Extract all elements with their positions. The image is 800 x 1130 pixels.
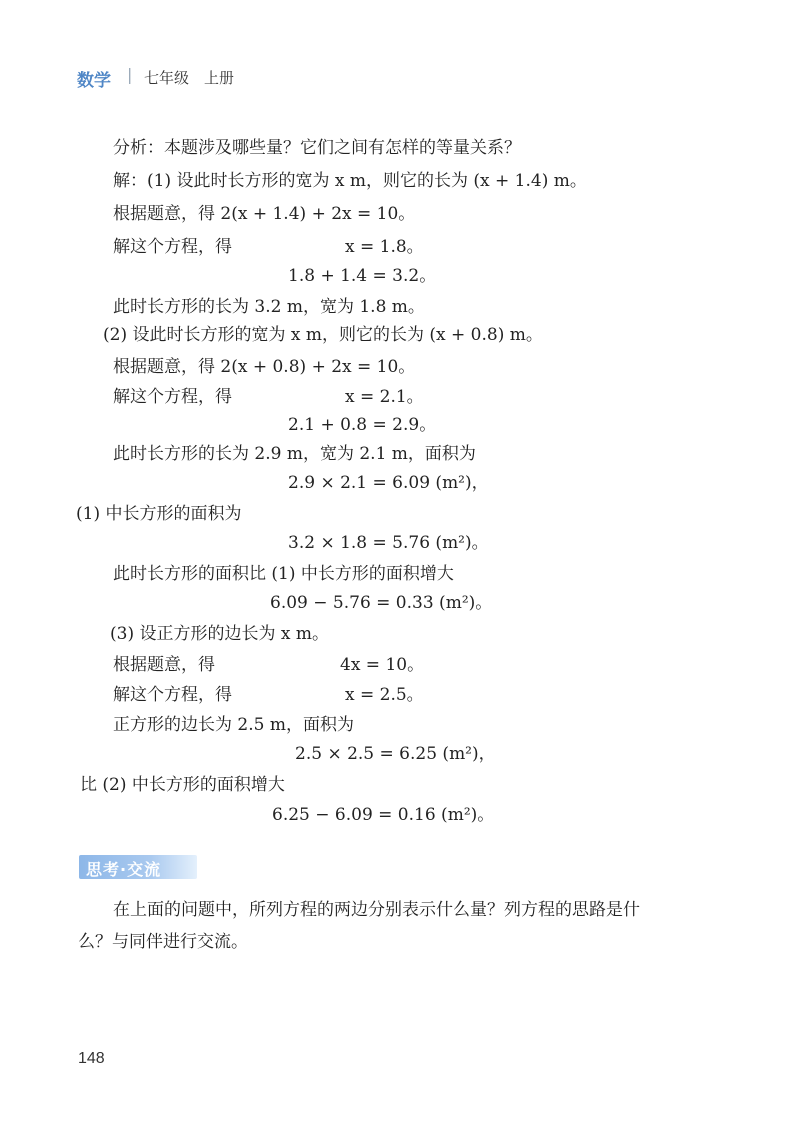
equation-line: 3.2 × 1.8 = 5.76 (m²)。 — [288, 533, 489, 553]
header-grade: 七年级 上册 — [144, 69, 235, 87]
solution-line: (3) 设正方形的边长为 x m。 — [110, 624, 329, 644]
solution-line: 解这个方程，得 — [113, 387, 232, 407]
solution-line: (1) 中长方形的面积为 — [76, 504, 242, 524]
analysis-line: 分析：本题涉及哪些量？它们之间有怎样的等量关系？ — [113, 138, 521, 158]
equation-line: x = 1.8。 — [345, 237, 424, 257]
solution-line: 正方形的边长为 2.5 m，面积为 — [113, 715, 354, 735]
think-exchange-text: 在上面的问题中，所列方程的两边分别表示什么量？列方程的思路是什 — [113, 900, 640, 920]
solution-line: 此时长方形的长为 2.9 m，宽为 2.1 m，面积为 — [113, 444, 476, 464]
equation-line: 2.9 × 2.1 = 6.09 (m²)， — [288, 473, 489, 493]
think-exchange-label: 思考·交流 — [86, 860, 162, 879]
equation-line: 2.5 × 2.5 = 6.25 (m²)， — [295, 744, 496, 764]
equation-line: 2.1 + 0.8 = 2.9。 — [288, 415, 437, 435]
equation-line: 4x = 10。 — [340, 655, 425, 675]
solution-line: 解这个方程，得 — [113, 685, 232, 705]
equation-line: 6.25 − 6.09 = 0.16 (m²)。 — [272, 805, 495, 825]
solution-line: 此时长方形的长为 3.2 m，宽为 1.8 m。 — [113, 297, 425, 317]
solution-line: 根据题意，得 2(x + 1.4) + 2x = 10。 — [113, 204, 416, 224]
solution-line: 根据题意，得 2(x + 0.8) + 2x = 10。 — [113, 357, 416, 377]
solution-line: 解：(1) 设此时长方形的宽为 x m，则它的长为 (x + 1.4) m。 — [113, 171, 587, 191]
equation-line: 6.09 − 5.76 = 0.33 (m²)。 — [270, 593, 493, 613]
solution-line: 解这个方程，得 — [113, 237, 232, 257]
solution-line: 此时长方形的面积比 (1) 中长方形的面积增大 — [113, 564, 454, 584]
solution-line: 比 (2) 中长方形的面积增大 — [80, 775, 285, 795]
equation-line: 1.8 + 1.4 = 3.2。 — [288, 266, 437, 286]
header-subject: 数学 — [77, 71, 111, 91]
equation-line: x = 2.5。 — [345, 685, 424, 705]
solution-line: 根据题意，得 — [113, 655, 215, 675]
think-exchange-text: 么？与同伴进行交流。 — [78, 932, 248, 952]
equation-line: x = 2.1。 — [345, 387, 424, 407]
solution-line: (2) 设此时长方形的宽为 x m，则它的长为 (x + 0.8) m。 — [103, 325, 543, 345]
header-separator: | — [127, 65, 133, 84]
page-number: 148 — [78, 1050, 105, 1067]
